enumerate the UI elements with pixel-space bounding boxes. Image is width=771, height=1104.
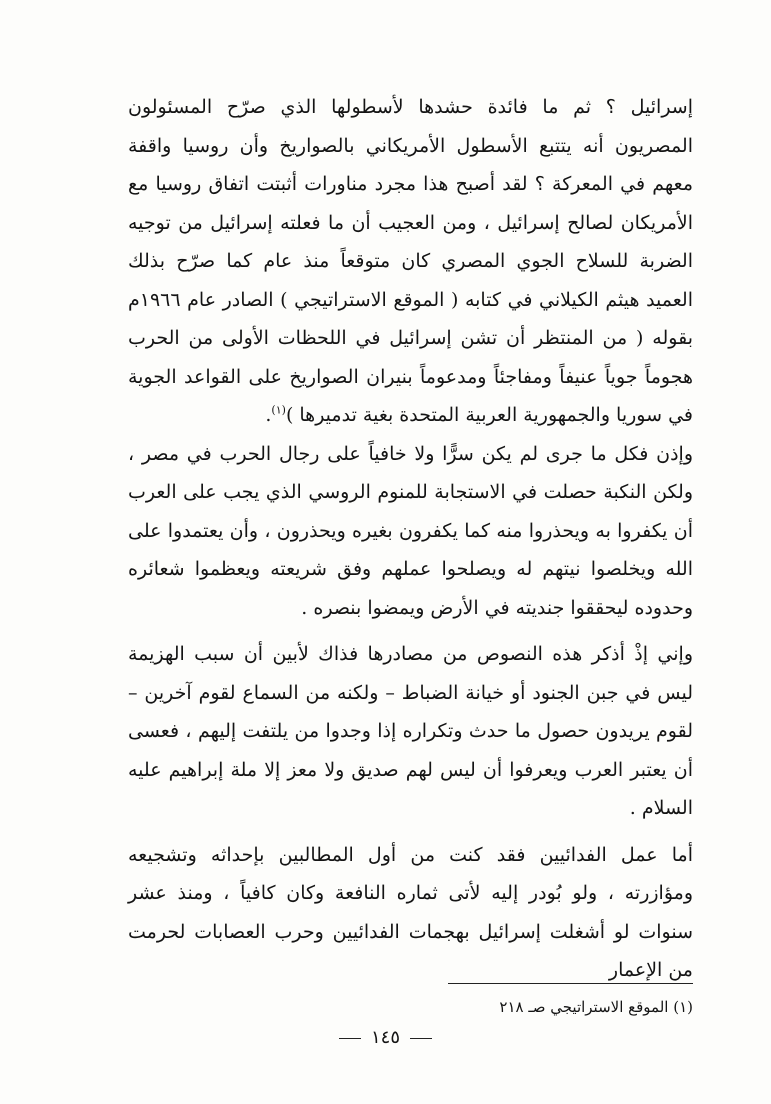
main-text-block — [128, 88, 693, 990]
page-number-dash-left — [339, 1038, 361, 1039]
footnote: (١) الموقع الاستراتيجي صـ ٢١٨ — [499, 998, 693, 1016]
paragraph-4: أما عمل الفدائيين فقد كنت من أول المطالبين بإحداثه وتشجيعه ومؤازرته ، ولو بُودر إليه لأتى ثماره النافعة وكان كافياً ، ومنذ عشر سنوات لو أشغلت إسرائيل بهجمات الفدائيين وحرب العصابات لحرمت من الإعمار — [128, 843, 693, 981]
paragraph-3: وإني إذْ أذكر هذه النصوص من مصادرها فذاك لأبين أن سبب الهزيمة ليس في جبن الجنود أو خيانة الضباط – ولكنه من السماع لقوم آخرين – لقوم يريدون حصول ما حدث وتكراره إذا وجدوا من يلتفت إليهم ، فعسى أن يعتبر العرب ويعرفوا أن ليس لهم صديق ولا معز إلا ملة إبراهيم عليه السلام . — [128, 643, 693, 819]
paragraph-2: وإذن فكل ما جرى لم يكن سرًّا ولا خافياً على رجال الحرب في مصر ، ولكن النكبة حصلت في الاستجابة للمنوم الروسي الذي يجب على العرب أن يكفروا به ويحذروا منه كما يكفرون بغيره ويحذرون ، وأن يعتمدوا على الله ويخلصوا نيتهم له ويصلحوا عملهم وفق شريعته ويعظموا شعائره وحدوده ليحققوا جنديته في الأرض ويمضوا بنصره . — [128, 442, 693, 619]
footnote-reference: (١) — [271, 403, 286, 417]
page-number-row — [0, 1026, 771, 1050]
page-number: ١٤٥ — [370, 1027, 400, 1048]
footnote-separator — [448, 983, 693, 984]
page-number-dash-right — [410, 1038, 432, 1039]
paragraph-1-ending: . — [265, 404, 272, 426]
paragraph-1-text: إسرائيل ؟ ثم ما فائدة حشدها لأسطولها الذي صرّح المسئولون المصريون أنه يتتبع الأسطول الأمريكاني بالصواريخ وأن روسيا واقفة معهم في المعركة ؟ لقد أصبح هذا مجرد مناورات أثبتت اتفاق روسيا مع الأمريكان لصالح إسرائيل ، ومن العجيب أن ما فعلته إسرائيل من توجيه الضربة للسلاح الجوي المصري كان متوقعاً منذ عام كما صرّح بذلك العميد هيثم الكيلاني في كتابه ( الموقع الاستراتيجي ) الصادر عام ١٩٦٦م بقوله ( من المنتظر أن تشن إسرائيل في اللحظات الأولى من الحرب هجوماً جوياً عنيفاً ومفاجئاً ومدعوماً بنيران الصواريخ على القواعد الجوية في سوريا والجمهورية العربية المتحدة بغية تدميرها ) — [128, 96, 693, 426]
paragraph-1 — [128, 88, 693, 435]
